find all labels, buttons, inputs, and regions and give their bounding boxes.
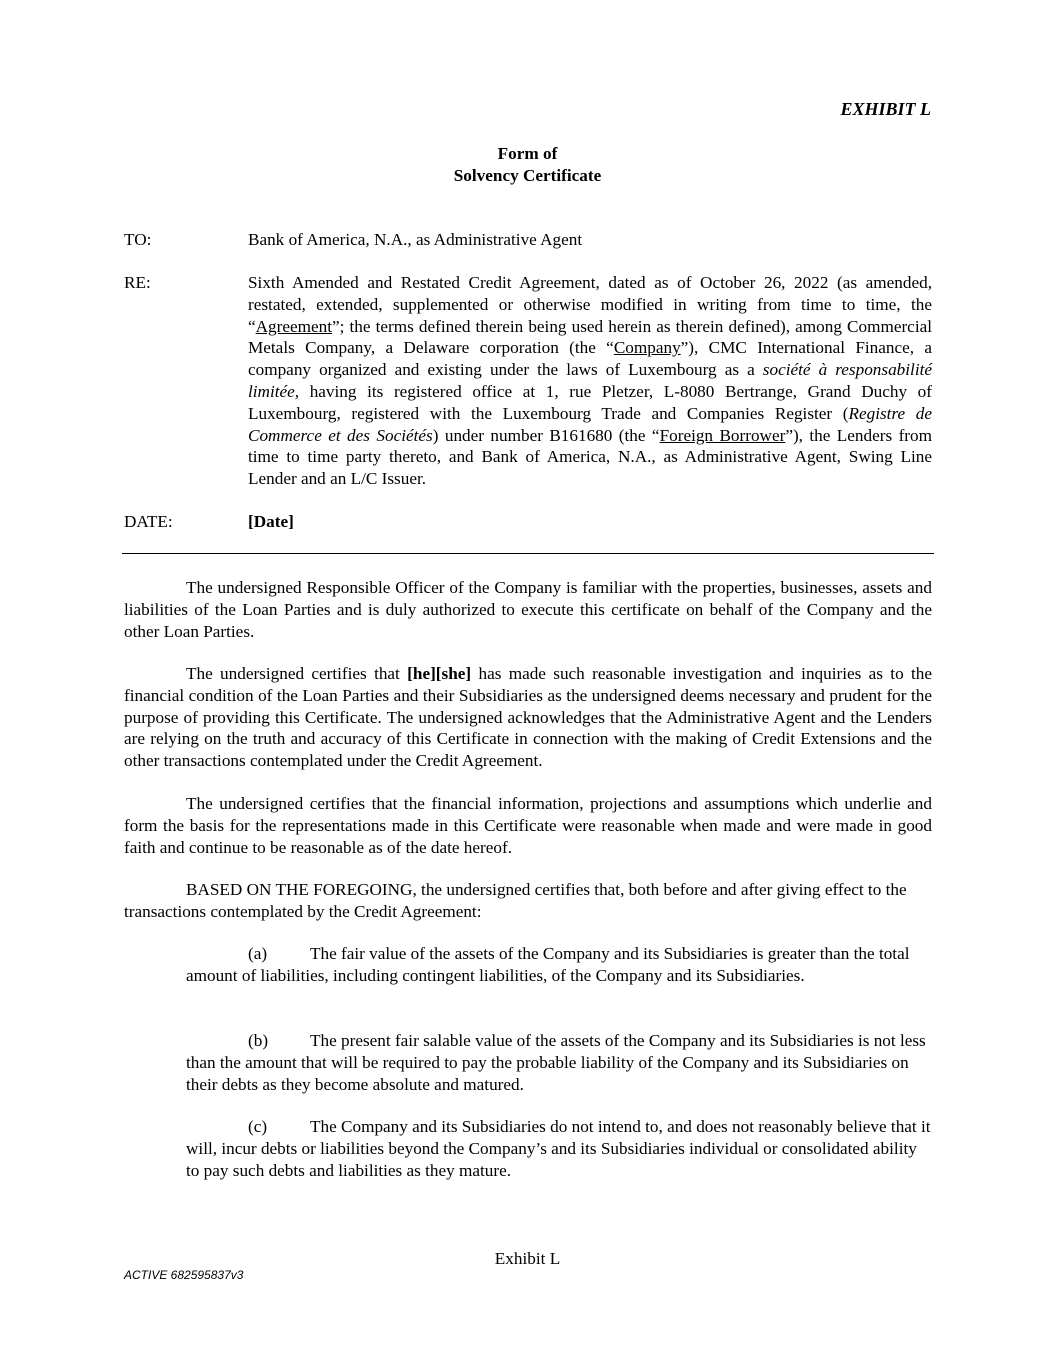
foreign-borrower-defined-term: Foreign Borrower: [659, 425, 786, 445]
document-id: ACTIVE 682595837v3: [124, 1268, 244, 1282]
re-text-part: ”), the Lenders from time to time party thereto, and Bank of America, N.A., as Administrative Agent, Swing Line Lender and an L/C Issuer.: [248, 425, 932, 489]
re-text-part: ) under number B161680 (the “: [432, 425, 660, 445]
re-text-part: Sixth Amended and Restated Credit Agreement, dated as of October 26, 2022 (as amended, restated, extended, supplemented or otherwise modified in writing from time to time, the “: [248, 273, 932, 336]
paragraph-4: BASED ON THE FOREGOING, the undersigned certifies that, both before and after giving effect to the transactions contemplated by the Credit Agreement:: [124, 880, 907, 921]
exhibit-label: EXHIBIT L: [840, 99, 931, 119]
register-name-italic: Registre de Commerce et des Sociétés: [248, 403, 932, 445]
document-title: [0, 143, 1055, 187]
re-text-part: ”), CMC International Finance, a company organized and existing under the laws of Luxembourg as a: [248, 338, 932, 380]
date-label: DATE:: [124, 512, 173, 531]
to-text: Bank of America, N.A., as Administrative Agent: [248, 230, 583, 249]
paragraph-3: The undersigned certifies that the financial information, projections and assumptions which underlie and form the basis for the representations made in this Certificate were reasonable when made and were made in good faith and continue to be reasonable as of the date hereof.: [124, 794, 932, 857]
to-label: TO:: [124, 230, 152, 249]
agreement-defined-term: Agreement: [255, 316, 332, 336]
list-item-number: (c): [248, 1117, 268, 1136]
pronoun-placeholder: [he][she]: [407, 664, 472, 683]
title-line-2: Solvency Certificate: [453, 166, 602, 185]
entity-type-italic: société à responsabilité limitée,: [248, 360, 932, 401]
list-item: [186, 1116, 931, 1181]
list-item-number: (a): [248, 944, 268, 963]
re-text-part: having its registered office at 1, rue Pletzer, L-8080 Bertrange, Grand Duchy of Luxembourg, registered with the Luxembourg Trade and Companies Register (: [248, 381, 932, 423]
paragraph-2-text: has made such reasonable investigation and inquiries as to the financial condition of the Loan Parties and their Subsidiaries as the undersigned deems necessary and prudent for the purpose of providing this Certificate. The undersigned acknowledges that the Administrative Agent and the Lenders are relying on the truth and accuracy of this Certificate in connection with the making of Credit Extensions and the other transactions contemplated under the Credit Agreement.: [124, 664, 932, 771]
title-line-1: Form of: [497, 144, 558, 163]
page-footer-label: Exhibit L: [494, 1249, 561, 1268]
list-item: [186, 943, 931, 987]
list-item: [186, 1030, 931, 1095]
paragraph-2: [124, 663, 932, 772]
list-item-text: The Company and its Subsidiaries do not intend to, and does not reasonably believe that it will, incur debts or liabilities beyond the Company’s and its Subsidiaries individual or consolidated ability to pay such debts and liabilities as they mature.: [186, 1117, 931, 1180]
date-value: [Date]: [248, 512, 294, 531]
paragraph-1: The undersigned Responsible Officer of the Company is familiar with the properties, businesses, assets and liabilities of the Loan Parties and is duly authorized to execute this certificate on behalf of the Company and the other Loan Parties.: [124, 578, 932, 641]
list-item-text: The present fair salable value of the assets of the Company and its Subsidiaries is not less than the amount that will be required to pay the probable liability of the Company and its Subsidiaries on their debts as they become absolute and matured.: [186, 1031, 926, 1094]
list-item-number: (b): [248, 1031, 269, 1050]
list-item-text: The fair value of the assets of the Company and its Subsidiaries is greater than the total amount of liabilities, including contingent liabilities, of the Company and its Subsidiaries.: [186, 944, 910, 985]
re-text-part: ”; the terms defined therein being used herein as therein defined), among Commercial Metals Company, a Delaware corporation (the “: [248, 316, 932, 358]
company-defined-term: Company: [613, 338, 681, 358]
paragraph-2-text: The undersigned certifies that: [186, 664, 408, 683]
re-text: [248, 272, 932, 490]
re-label: RE:: [124, 273, 151, 292]
header-divider: [122, 553, 934, 554]
